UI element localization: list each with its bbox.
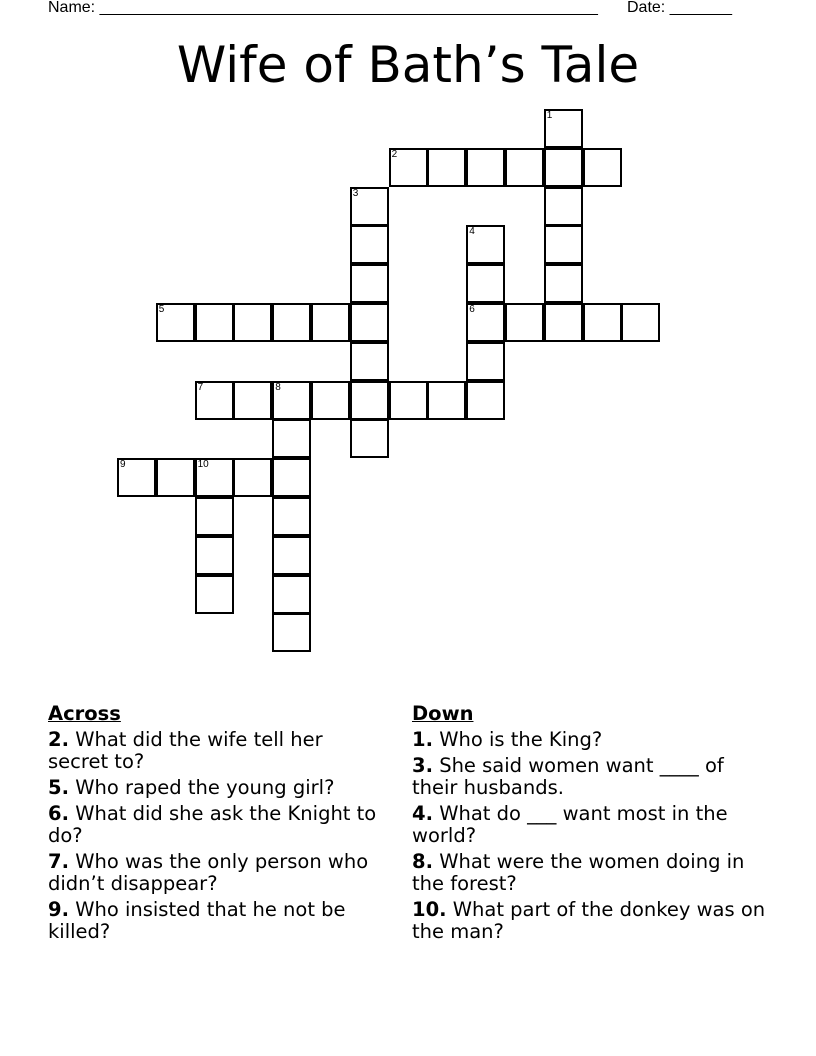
- clue-number: 9.: [48, 898, 69, 921]
- clue-number: 5.: [48, 776, 69, 799]
- cell-number: 5: [158, 304, 165, 315]
- grid-cell: [350, 381, 389, 420]
- grid-cell: [272, 575, 311, 614]
- grid-cell: [466, 264, 505, 303]
- clue-text: Who insisted that he not be killed?: [48, 898, 346, 943]
- grid-cell: [195, 497, 234, 536]
- grid-cell: [466, 381, 505, 420]
- cell-number: 1: [546, 110, 553, 121]
- cell-number: 8: [275, 381, 281, 393]
- cell-number: 3: [352, 187, 359, 199]
- clue-text: What do ___ want most in the world?: [412, 802, 728, 847]
- grid-cell: [466, 303, 505, 342]
- clue-across-6: [48, 803, 388, 847]
- clue-number: 3.: [412, 754, 433, 777]
- grid-cell: [272, 419, 311, 458]
- clue-across-9: [48, 899, 388, 943]
- clue-number: 2.: [48, 728, 69, 751]
- grid-cell: [272, 458, 311, 497]
- grid-cell: [427, 148, 466, 187]
- grid-cell: [272, 613, 311, 652]
- grid-cell: [505, 303, 544, 342]
- clue-number: 4.: [412, 802, 433, 825]
- grid-cell: [233, 303, 272, 342]
- clue-across-5: [48, 777, 388, 799]
- grid-cell: [233, 458, 272, 497]
- grid-cell: [350, 342, 389, 381]
- clue-text: What did the wife tell her secret to?: [48, 728, 323, 773]
- down-clues: [412, 702, 772, 947]
- clue-number: 8.: [412, 850, 433, 873]
- cell-number: 10: [197, 459, 209, 471]
- grid-cell: [621, 303, 660, 342]
- grid-cell: [350, 187, 389, 226]
- clue-down-3: [412, 755, 772, 799]
- clue-number: 10.: [412, 898, 447, 921]
- grid-cell: [466, 148, 505, 187]
- grid-cell: [389, 381, 428, 420]
- date-field-label: Date: _______: [627, 0, 732, 16]
- grid-cell: [350, 264, 389, 303]
- grid-cell: [350, 225, 389, 264]
- clue-text: She said women want ____ of their husbands.: [412, 754, 724, 799]
- grid-cell: [505, 148, 544, 187]
- grid-cell: [311, 303, 350, 342]
- across-clues: [48, 702, 388, 947]
- cell-number: 4: [469, 226, 475, 238]
- grid-cell: [466, 342, 505, 381]
- clue-down-4: [412, 803, 772, 847]
- grid-cell: [195, 458, 234, 497]
- grid-cell: [427, 381, 466, 420]
- cell-number: 2: [391, 148, 398, 160]
- clue-number: 1.: [412, 728, 433, 751]
- clue-text: What were the women doing in the forest?: [412, 850, 745, 895]
- clue-text: Who is the King?: [439, 728, 603, 751]
- clue-down-10: [412, 899, 772, 943]
- cell-number: 6: [469, 304, 475, 315]
- clue-text: What part of the donkey was on the man?: [412, 898, 766, 943]
- cell-number: 9: [120, 459, 126, 471]
- grid-cell: [272, 303, 311, 342]
- grid-cell: [156, 458, 195, 497]
- name-field-label: Name: ________________________________________________________: [48, 0, 598, 16]
- clue-text: What did she ask the Knight to do?: [48, 802, 377, 847]
- grid-cell: [195, 381, 234, 420]
- clue-down-8: [412, 851, 772, 895]
- grid-cell: [350, 303, 389, 342]
- grid-cell: [272, 497, 311, 536]
- grid-cell: [544, 109, 583, 148]
- page-title: Wife of Bath’s Tale: [176, 36, 640, 94]
- grid-cell: [233, 381, 272, 420]
- grid-cell: [544, 148, 583, 187]
- cell-number: 7: [197, 381, 204, 393]
- across-heading: Across: [48, 702, 121, 725]
- grid-cell: [311, 381, 350, 420]
- clue-text: Who raped the young girl?: [75, 776, 335, 799]
- grid-cell: [544, 225, 583, 264]
- grid-cell: [117, 458, 156, 497]
- clue-across-2: [48, 729, 388, 773]
- grid-cell: [156, 303, 195, 342]
- grid-cell: [389, 148, 428, 187]
- grid-cell: [583, 303, 622, 342]
- grid-cell: [272, 381, 311, 420]
- clue-text: Who was the only person who didn’t disappear?: [48, 850, 369, 895]
- clue-number: 7.: [48, 850, 69, 873]
- grid-cell: [195, 536, 234, 575]
- grid-cell: [544, 264, 583, 303]
- grid-cell: [195, 575, 234, 614]
- clue-number: 6.: [48, 802, 69, 825]
- clue-down-1: [412, 729, 772, 751]
- grid-cell: [544, 187, 583, 226]
- grid-cell: [195, 303, 234, 342]
- grid-cell: [544, 303, 583, 342]
- grid-cell: [466, 225, 505, 264]
- grid-cell: [350, 419, 389, 458]
- grid-cell: [272, 536, 311, 575]
- down-heading: Down: [412, 702, 474, 725]
- clue-across-7: [48, 851, 388, 895]
- grid-cell: [583, 148, 622, 187]
